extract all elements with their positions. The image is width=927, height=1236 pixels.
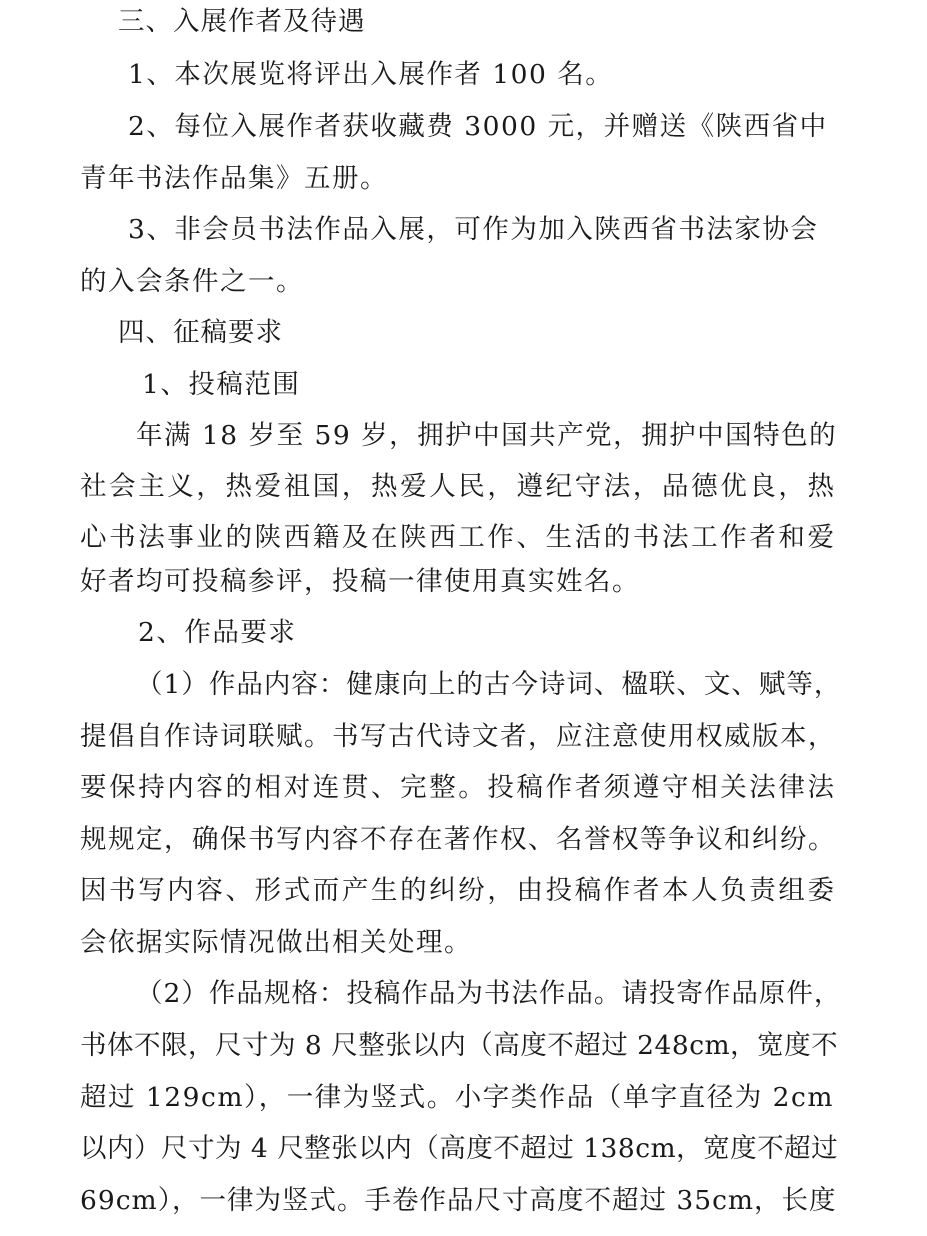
subsection-heading: 2、作品要求: [138, 617, 297, 648]
paragraph-line: 的入会条件之一。: [80, 266, 304, 297]
paragraph-line: 超过 129cm），一律为竖式。小字类作品（单字直径为 2cm: [80, 1082, 834, 1113]
paragraph-line: 2、每位入展作者获收藏费 3000 元，并赠送《陕西省中: [128, 111, 828, 142]
section-heading-4: 四、征稿要求: [118, 317, 283, 348]
paragraph-line: 会依据实际情况做出相关处理。: [80, 927, 472, 958]
paragraph-line: 以内）尺寸为 4 尺整张以内（高度不超过 138cm，宽度不超过: [80, 1133, 839, 1164]
paragraph-line: 年满 18 岁至 59 岁，拥护中国共产党，拥护中国特色的: [136, 420, 838, 451]
paragraph-line: （1）作品内容：健康向上的古今诗词、楹联、文、赋等，: [136, 669, 842, 700]
paragraph-line: 3、非会员书法作品入展，可作为加入陕西省书法家协会: [128, 214, 819, 245]
paragraph-line: 因书写内容、形式而产生的纠纷，由投稿作者本人负责组委: [80, 875, 837, 906]
paragraph-line: 提倡自作诗词联赋。书写古代诗文者，应注意使用权威版本，: [80, 721, 836, 752]
subsection-heading: 1、投稿范围: [142, 369, 301, 400]
paragraph-line: 69cm），一律为竖式。手卷作品尺寸高度不超过 35cm，长度: [80, 1185, 837, 1216]
paragraph-line: 心书法事业的陕西籍及在陕西工作、生活的书法工作者和爱: [80, 522, 837, 553]
paragraph-line: 好者均可投稿参评，投稿一律使用真实姓名。: [80, 566, 640, 597]
paragraph-line: 规规定，确保书写内容不存在著作权、名誉权等争议和纠纷。: [80, 824, 836, 855]
paragraph-line: （2）作品规格：投稿作品为书法作品。请投寄作品原件，: [136, 978, 842, 1009]
paragraph-line: 要保持内容的相对连贯、完整。投稿作者须遵守相关法律法: [80, 772, 837, 803]
paragraph-line: 书体不限，尺寸为 8 尺整张以内（高度不超过 248cm，宽度不: [80, 1030, 839, 1061]
section-heading-3: 三、入展作者及待遇: [118, 6, 366, 37]
paragraph-line: 青年书法作品集》五册。: [80, 163, 388, 194]
paragraph-line: 社会主义，热爱祖国，热爱人民，遵纪守法，品德优良，热: [80, 471, 837, 502]
paragraph-line: 1、本次展览将评出入展作者 100 名。: [128, 59, 614, 90]
